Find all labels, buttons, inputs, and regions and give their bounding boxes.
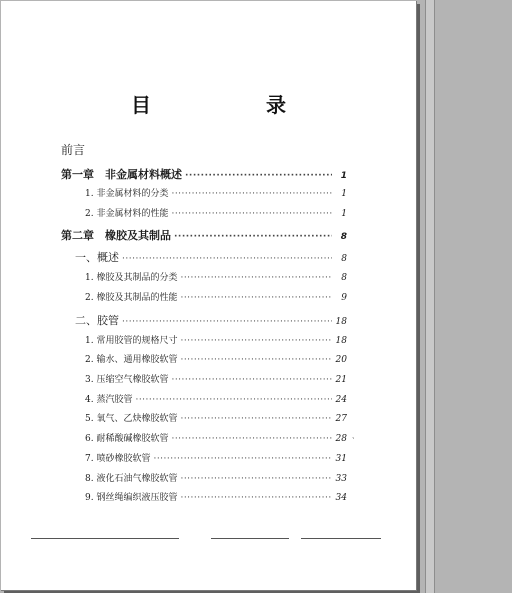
toc-page: 24 [335, 395, 347, 405]
toc-row [85, 392, 347, 408]
leader-dots [171, 189, 332, 199]
toc-label: 4. 蒸汽胶管 [85, 395, 133, 405]
toc-page: 21 [335, 375, 347, 385]
vertical-scrollbar[interactable] [425, 0, 435, 593]
toc-row [85, 270, 347, 286]
toc-page: 1 [341, 209, 347, 219]
toc-label: 二、胶管 [75, 314, 119, 327]
toc-label: 9. 钢丝绳编织液压胶管 [85, 493, 178, 503]
toc-page: 27 [335, 414, 347, 424]
leader-dots [122, 317, 332, 327]
toc-page: 8 [341, 273, 347, 283]
scan-artifact-line [31, 538, 179, 539]
page-title: 目 录 [131, 93, 340, 117]
toc-row [85, 451, 347, 467]
toc-page: 8 [341, 254, 347, 264]
leader-dots [174, 232, 332, 242]
preface-entry: 前言 [61, 143, 86, 157]
leader-dots [180, 414, 332, 424]
toc-row [85, 290, 347, 306]
toc-label: 2. 非金属材料的性能 [85, 209, 169, 219]
toc-page: 18 [335, 317, 347, 327]
toc-row [85, 431, 347, 447]
toc-row [75, 249, 347, 265]
toc-page: 34 [335, 493, 347, 503]
leader-dots [180, 293, 332, 303]
leader-dots [180, 355, 332, 365]
toc-label: 1. 橡胶及其制品的分类 [85, 273, 178, 283]
toc-page: 28 [335, 434, 347, 444]
toc-label: 7. 喷砂橡胶软管 [85, 454, 151, 464]
toc-label: 6. 耐稀酸碱橡胶软管 [85, 434, 169, 444]
toc-page: 8 [340, 232, 347, 242]
toc-label: 2. 输水、通用橡胶软管 [85, 355, 178, 365]
toc-row [85, 490, 347, 506]
leader-dots [171, 375, 332, 385]
toc-label: 1. 非金属材料的分类 [85, 189, 169, 199]
leader-dots [135, 395, 332, 405]
toc-label: 5. 氧气、乙炔橡胶软管 [85, 414, 178, 424]
leader-dots [180, 493, 332, 503]
toc-label: 一、概述 [75, 251, 119, 264]
scan-speck: 、 [352, 432, 359, 440]
toc-row [85, 333, 347, 349]
toc-row [85, 411, 347, 427]
leader-dots [171, 434, 332, 444]
toc-row [85, 206, 347, 222]
toc-label: 第一章 非金属材料概述 [61, 168, 182, 181]
document-page [1, 1, 417, 591]
toc-label: 第二章 橡胶及其制品 [61, 229, 171, 242]
toc-row [61, 227, 347, 243]
toc-row [85, 186, 347, 202]
leader-dots [180, 336, 332, 346]
toc-row [85, 471, 347, 487]
toc-page: 20 [335, 355, 347, 365]
leader-dots [122, 254, 332, 264]
table-of-contents [1, 1, 416, 590]
toc-label: 3. 压缩空气橡胶软管 [85, 375, 169, 385]
toc-page: 9 [341, 293, 347, 303]
toc-page: 33 [335, 474, 347, 484]
scan-artifact-line [301, 538, 381, 539]
toc-page: 1 [341, 189, 347, 199]
toc-row [75, 312, 347, 328]
toc-page: 18 [335, 336, 347, 346]
toc-row [85, 372, 347, 388]
scan-artifact-line [211, 538, 289, 539]
leader-dots [180, 474, 332, 484]
leader-dots [153, 454, 332, 464]
toc-row [61, 166, 347, 182]
toc-label: 1. 常用胶管的规格尺寸 [85, 336, 178, 346]
leader-dots [185, 171, 332, 181]
toc-page: 31 [335, 454, 347, 464]
toc-page: 1 [340, 171, 347, 181]
leader-dots [171, 209, 332, 219]
toc-row [85, 352, 347, 368]
toc-label: 8. 液化石油气橡胶软管 [85, 474, 178, 484]
toc-label: 2. 橡胶及其制品的性能 [85, 293, 178, 303]
leader-dots [180, 273, 332, 283]
